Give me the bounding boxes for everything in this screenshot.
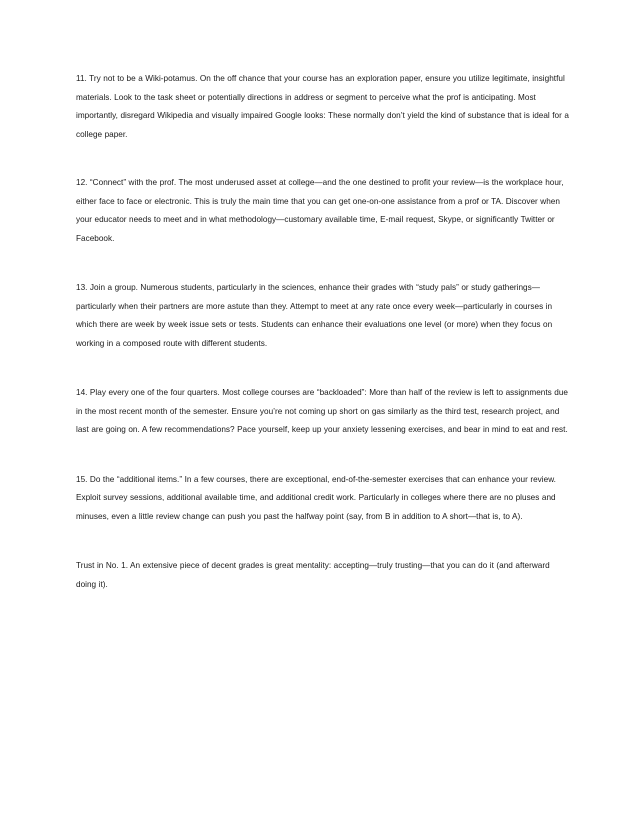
- paragraph-tip-13: 13. Join a group. Numerous students, particularly in the sciences, enhance their grades with “study pals” or study gatherings—particularly when their partners are more astute than they. Attempt to meet at any rate once every week—particularly in courses in which there are week by week issue sets or tests. Students can enhance their evaluations one level (or more) when they focus on working in a composed route with different students.: [76, 283, 553, 348]
- paragraph-tip-14: 14. Play every one of the four quarters. Most college courses are “backloaded”: More than half of the review is left to assignments due in the most recent month of the semester. Ensure you’re not coming up short on gas similarly as the third test, research project, and last are going on. A few recommendations? Pace yourself, keep up your anxiety lessening exercises, and bear in mind to eat and rest.: [76, 388, 568, 434]
- paragraph-tip-11: 11. Try not to be a Wiki-potamus. On the off chance that your course has an exploration paper, ensure you utilize legitimate, insightful materials. Look to the task sheet or potentially directions in address or segment to perceive what the prof is anticipating. Most importantly, disregard Wikipedia and visually impaired Google looks: These normally don’t yield the kind of substance that is ideal for a college paper.: [76, 74, 569, 139]
- paragraph-closing: Trust in No. 1. An extensive piece of decent grades is great mentality: accepting—truly trusting—that you can do it (and afterward doing it).: [76, 561, 550, 589]
- paragraph-tip-12: 12. “Connect” with the prof. The most underused asset at college—and the one destined to profit your review—is the workplace hour, either face to face or electronic. This is truly the main time that you can get one-on-one assistance from a prof or TA. Discover when your educator needs to meet and in what methodology—customary available time, E-mail request, Skype, or significantly Twitter or Facebook.: [76, 178, 564, 243]
- document-body: [76, 70, 572, 594]
- paragraph-tip-15: 15. Do the “additional items.” In a few courses, there are exceptional, end-of-the-semester exercises that can enhance your review. Exploit survey sessions, additional available time, and additional credit work. Particularly in colleges where there are no pluses and minuses, even a little review change can push you past the halfway point (say, from B in addition to A short—that is, to A).: [76, 474, 556, 521]
